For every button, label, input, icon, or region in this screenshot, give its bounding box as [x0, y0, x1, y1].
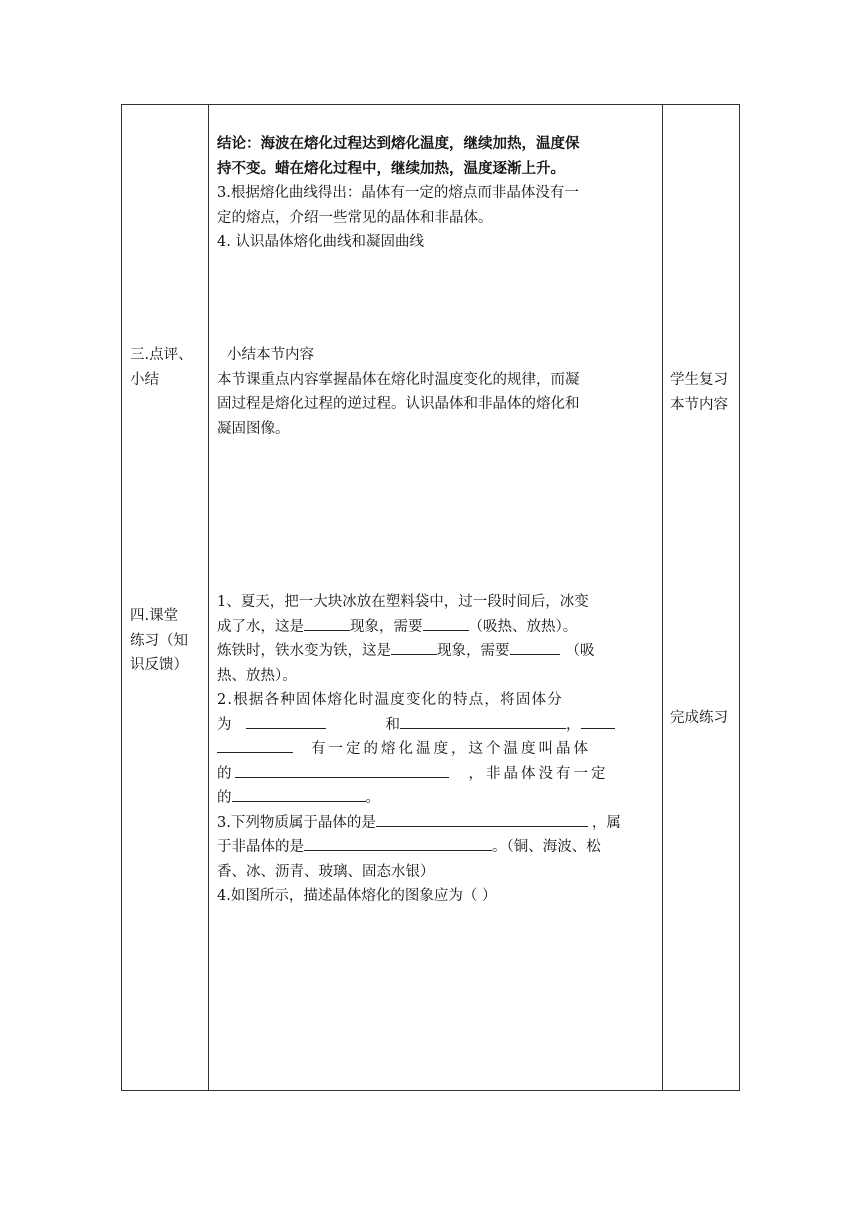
- item-3-text: 3.根据熔化曲线得出：晶体有一定的熔点而非晶体没有一: [217, 185, 579, 201]
- section-3-student-activity: 学生复习 本节内容: [670, 372, 728, 413]
- question-2: 有一定的熔化温度，这个温度叫晶体: [217, 737, 657, 762]
- section-3-content: [217, 343, 661, 441]
- question-1: 成了水，这是 现象，需要 （吸热、放热）。: [217, 615, 657, 640]
- conclusion-text: 结论：海波在熔化过程达到熔化温度，继续加热，温度保: [217, 135, 580, 152]
- question-4: 4.如图所示，描述晶体熔化的图象应为（ ）: [217, 888, 497, 904]
- question-2: 的 ，非晶体没有一定: [217, 762, 657, 787]
- continued-content: [217, 132, 661, 255]
- column-divider: [662, 105, 663, 1090]
- column-divider: [208, 105, 209, 1090]
- summary-text: 本节课重点内容掌握晶体在熔化时温度变化的规律，而凝: [217, 371, 580, 388]
- question-3: 于非晶体的是 。（铜、海波、松: [217, 835, 657, 860]
- summary-heading: 小结本节内容: [227, 347, 314, 363]
- conclusion-text: 持不变。蜡在熔化过程中，继续加热，温度逐渐上升。: [217, 159, 565, 177]
- question-3: 香、冰、沥青、玻璃、固态水银）: [217, 863, 435, 880]
- question-1: 炼铁时，铁水变为铁，这是 现象，需要 （吸: [217, 639, 657, 664]
- section-4-student-activity: 完成练习: [670, 710, 728, 726]
- question-2: 2.根据各种固体熔化时温度变化的特点，将固体分: [217, 692, 563, 708]
- section-4-exercises: [217, 590, 657, 909]
- summary-text: 凝固图像。: [217, 420, 290, 437]
- section-4-label: 四.课堂 练习（知 识反馈）: [130, 608, 188, 673]
- question-2: 为 和 ，: [217, 713, 657, 738]
- question-3: 3.下列物质属于晶体的是 ，属: [217, 811, 657, 836]
- question-2: 的 。: [217, 786, 657, 811]
- section-3-label: 三.点评、 小结: [130, 347, 193, 388]
- item-3-text: 定的熔点，介绍一些常见的晶体和非晶体。: [217, 209, 493, 226]
- question-1: 热、放热）。: [217, 667, 297, 684]
- question-1: 1、夏天，把一大块冰放在塑料袋中，过一段时间后，冰变: [217, 594, 589, 610]
- item-4-text: 4. 认识晶体熔化曲线和凝固曲线: [217, 234, 424, 250]
- summary-text: 固过程是熔化过程的逆过程。认识晶体和非晶体的熔化和: [217, 396, 580, 412]
